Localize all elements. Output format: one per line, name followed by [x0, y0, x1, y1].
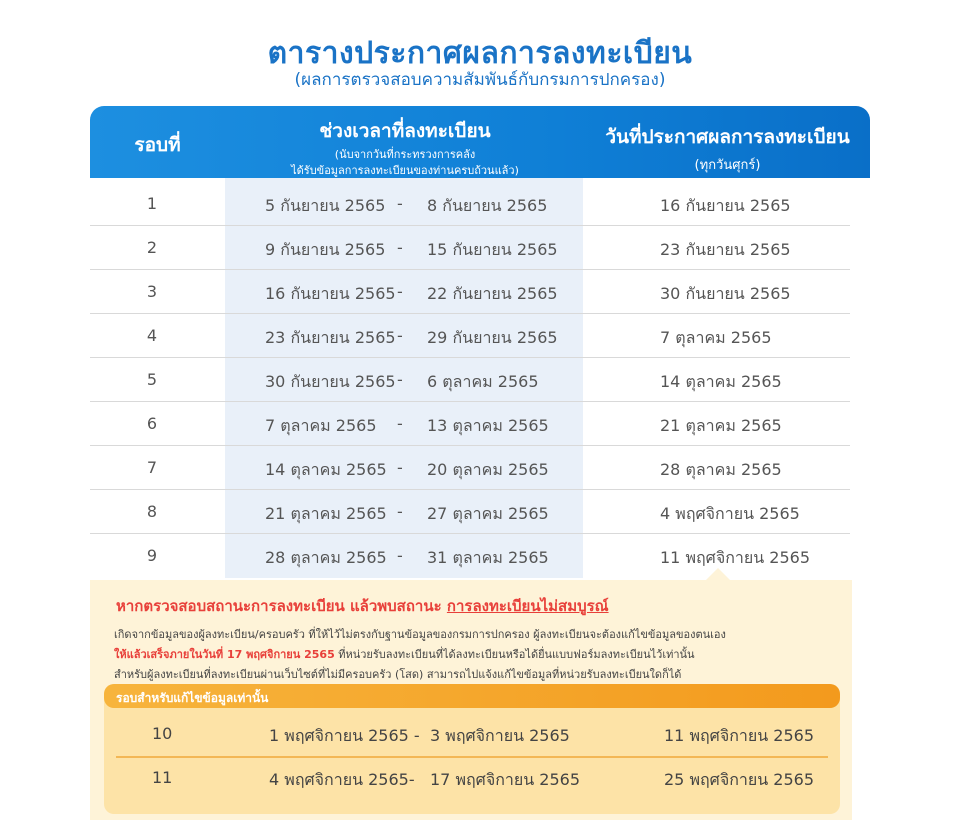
header-range: [225, 116, 585, 178]
round-number: 8: [146, 502, 158, 521]
range-end: 22 กันยายน 2565: [427, 284, 558, 303]
header-announce: [585, 122, 870, 175]
announce-date: 11 พฤศจิกายน 2565: [660, 548, 810, 567]
notice-deadline: ให้แล้วเสร็จภายในวันที่ 17 พฤศจิกายน 2565: [114, 648, 335, 661]
announce-date: 25 พฤศจิกายน 2565: [664, 770, 814, 789]
range-end: 29 กันยายน 2565: [427, 328, 558, 347]
range-end: 17 พฤศจิกายน 2565: [430, 770, 580, 789]
range-end: 13 ตุลาคม 2565: [427, 416, 549, 435]
range-dash: -: [397, 502, 403, 521]
range-dash: -: [397, 238, 403, 257]
range-end: 15 กันยายน 2565: [427, 240, 558, 259]
round-number: 3: [146, 282, 158, 301]
schedule-table-body: [90, 182, 850, 578]
round-number: 10: [152, 724, 173, 743]
range-start: 4 พฤศจิกายน 2565-: [269, 770, 415, 789]
range-dash: -: [397, 546, 403, 565]
range-dash: -: [397, 326, 403, 345]
notice-line-2: [114, 645, 695, 663]
range-end: 3 พฤศจิกายน 2565: [430, 726, 570, 745]
table-row: [90, 490, 850, 534]
table-row: [90, 534, 850, 578]
table-row: [90, 182, 850, 226]
range-end: 27 ตุลาคม 2565: [427, 504, 549, 523]
notice-line-1: เกิดจากข้อมูลของผู้ลงทะเบียน/ครอบครัว ที่ให้ไว้ไม่ตรงกับฐานข้อมูลของกรมการปกครอง ผู้ลงทะเบียนจะต้องแก้ไขข้อมูลของตนเอง: [114, 628, 726, 641]
range-end: 8 กันยายน 2565: [427, 196, 548, 215]
range-start: 23 กันยายน 2565: [265, 328, 396, 347]
notice-heading-prefix: หากตรวจสอบสถานะการลงทะเบียน แล้วพบสถานะ: [116, 597, 447, 615]
fix-rounds-box: [104, 684, 840, 814]
round-number: 9: [146, 546, 158, 565]
announce-date: 11 พฤศจิกายน 2565: [664, 726, 814, 745]
round-number: 5: [146, 370, 158, 389]
table-row: [90, 270, 850, 314]
range-start: 5 กันยายน 2565: [265, 196, 386, 215]
range-dash: -: [397, 414, 403, 433]
announce-date: 14 ตุลาคม 2565: [660, 372, 782, 391]
range-start: 16 กันยายน 2565: [265, 284, 396, 303]
range-dash: -: [397, 194, 403, 213]
range-end: 6 ตุลาคม 2565: [427, 372, 539, 391]
round-number: 7: [146, 458, 158, 477]
announce-date: 4 พฤศจิกายน 2565: [660, 504, 800, 523]
notice-line-3: สำหรับผู้ลงทะเบียนที่ลงทะเบียนผ่านเว็บไซต์ที่ไม่มีครอบครัว (โสด) สามารถไปแจ้งแก้ไขข้อมูลที่หน่วยรับลงทะเบียนใดก็ได้: [114, 668, 682, 681]
table-row: [90, 446, 850, 490]
range-dash: -: [397, 282, 403, 301]
round-number: 4: [146, 326, 158, 345]
round-number: 11: [152, 768, 173, 787]
table-row: [90, 358, 850, 402]
announce-date: 7 ตุลาคม 2565: [660, 328, 772, 347]
range-start: 30 กันยายน 2565: [265, 372, 396, 391]
notice-line-2-rest: ที่หน่วยรับลงทะเบียนที่ได้ลงทะเบียนหรือได้ยื่นแบบฟอร์มลงทะเบียนไว้เท่านั้น: [334, 648, 695, 661]
page-subtitle: (ผลการตรวจสอบความสัมพันธ์กับกรมการปกครอง): [294, 70, 666, 90]
page-title: ตารางประกาศผลการลงทะเบียน: [267, 36, 693, 71]
range-start: 28 ตุลาคม 2565: [265, 548, 387, 567]
round-number: 1: [146, 194, 158, 213]
header-round: รอบที่: [134, 134, 181, 156]
header-range-note-1: (นับจากวันที่กระทรวงการคลัง: [334, 148, 476, 161]
announce-date: 23 กันยายน 2565: [660, 240, 791, 259]
range-start: 7 ตุลาคม 2565: [265, 416, 377, 435]
table-row: [104, 712, 840, 756]
range-end: 31 ตุลาคม 2565: [427, 548, 549, 567]
range-start: 21 ตุลาคม 2565: [265, 504, 387, 523]
announce-date: 21 ตุลาคม 2565: [660, 416, 782, 435]
fix-rounds-label: รอบสำหรับแก้ไขข้อมูลเท่านั้น: [104, 684, 840, 708]
header-announce-note: (ทุกวันศุกร์): [694, 158, 761, 173]
announce-date: 28 ตุลาคม 2565: [660, 460, 782, 479]
table-row: [90, 402, 850, 446]
range-dash: -: [397, 458, 403, 477]
header-announce-title: วันที่ประกาศผลการลงทะเบียน: [605, 126, 850, 148]
range-start: 1 พฤศจิกายน 2565 -: [269, 726, 420, 745]
table-row: [90, 314, 850, 358]
range-start: 9 กันยายน 2565: [265, 240, 386, 259]
range-end: 20 ตุลาคม 2565: [427, 460, 549, 479]
announce-date: 16 กันยายน 2565: [660, 196, 791, 215]
round-number: 2: [146, 238, 158, 257]
header-range-title: ช่วงเวลาที่ลงทะเบียน: [319, 120, 491, 142]
notice-heading-status: การลงทะเบียนไม่สมบูรณ์: [446, 597, 609, 615]
notice-heading: [116, 594, 609, 618]
table-row: [104, 756, 840, 800]
table-header: [90, 106, 870, 178]
round-number: 6: [146, 414, 158, 433]
range-start: 14 ตุลาคม 2565: [265, 460, 387, 479]
announce-date: 30 กันยายน 2565: [660, 284, 791, 303]
header-range-note-2: ได้รับข้อมูลการลงทะเบียนของท่านครบถ้วนแล้ว): [291, 164, 519, 177]
table-row: [90, 226, 850, 270]
range-dash: -: [397, 370, 403, 389]
